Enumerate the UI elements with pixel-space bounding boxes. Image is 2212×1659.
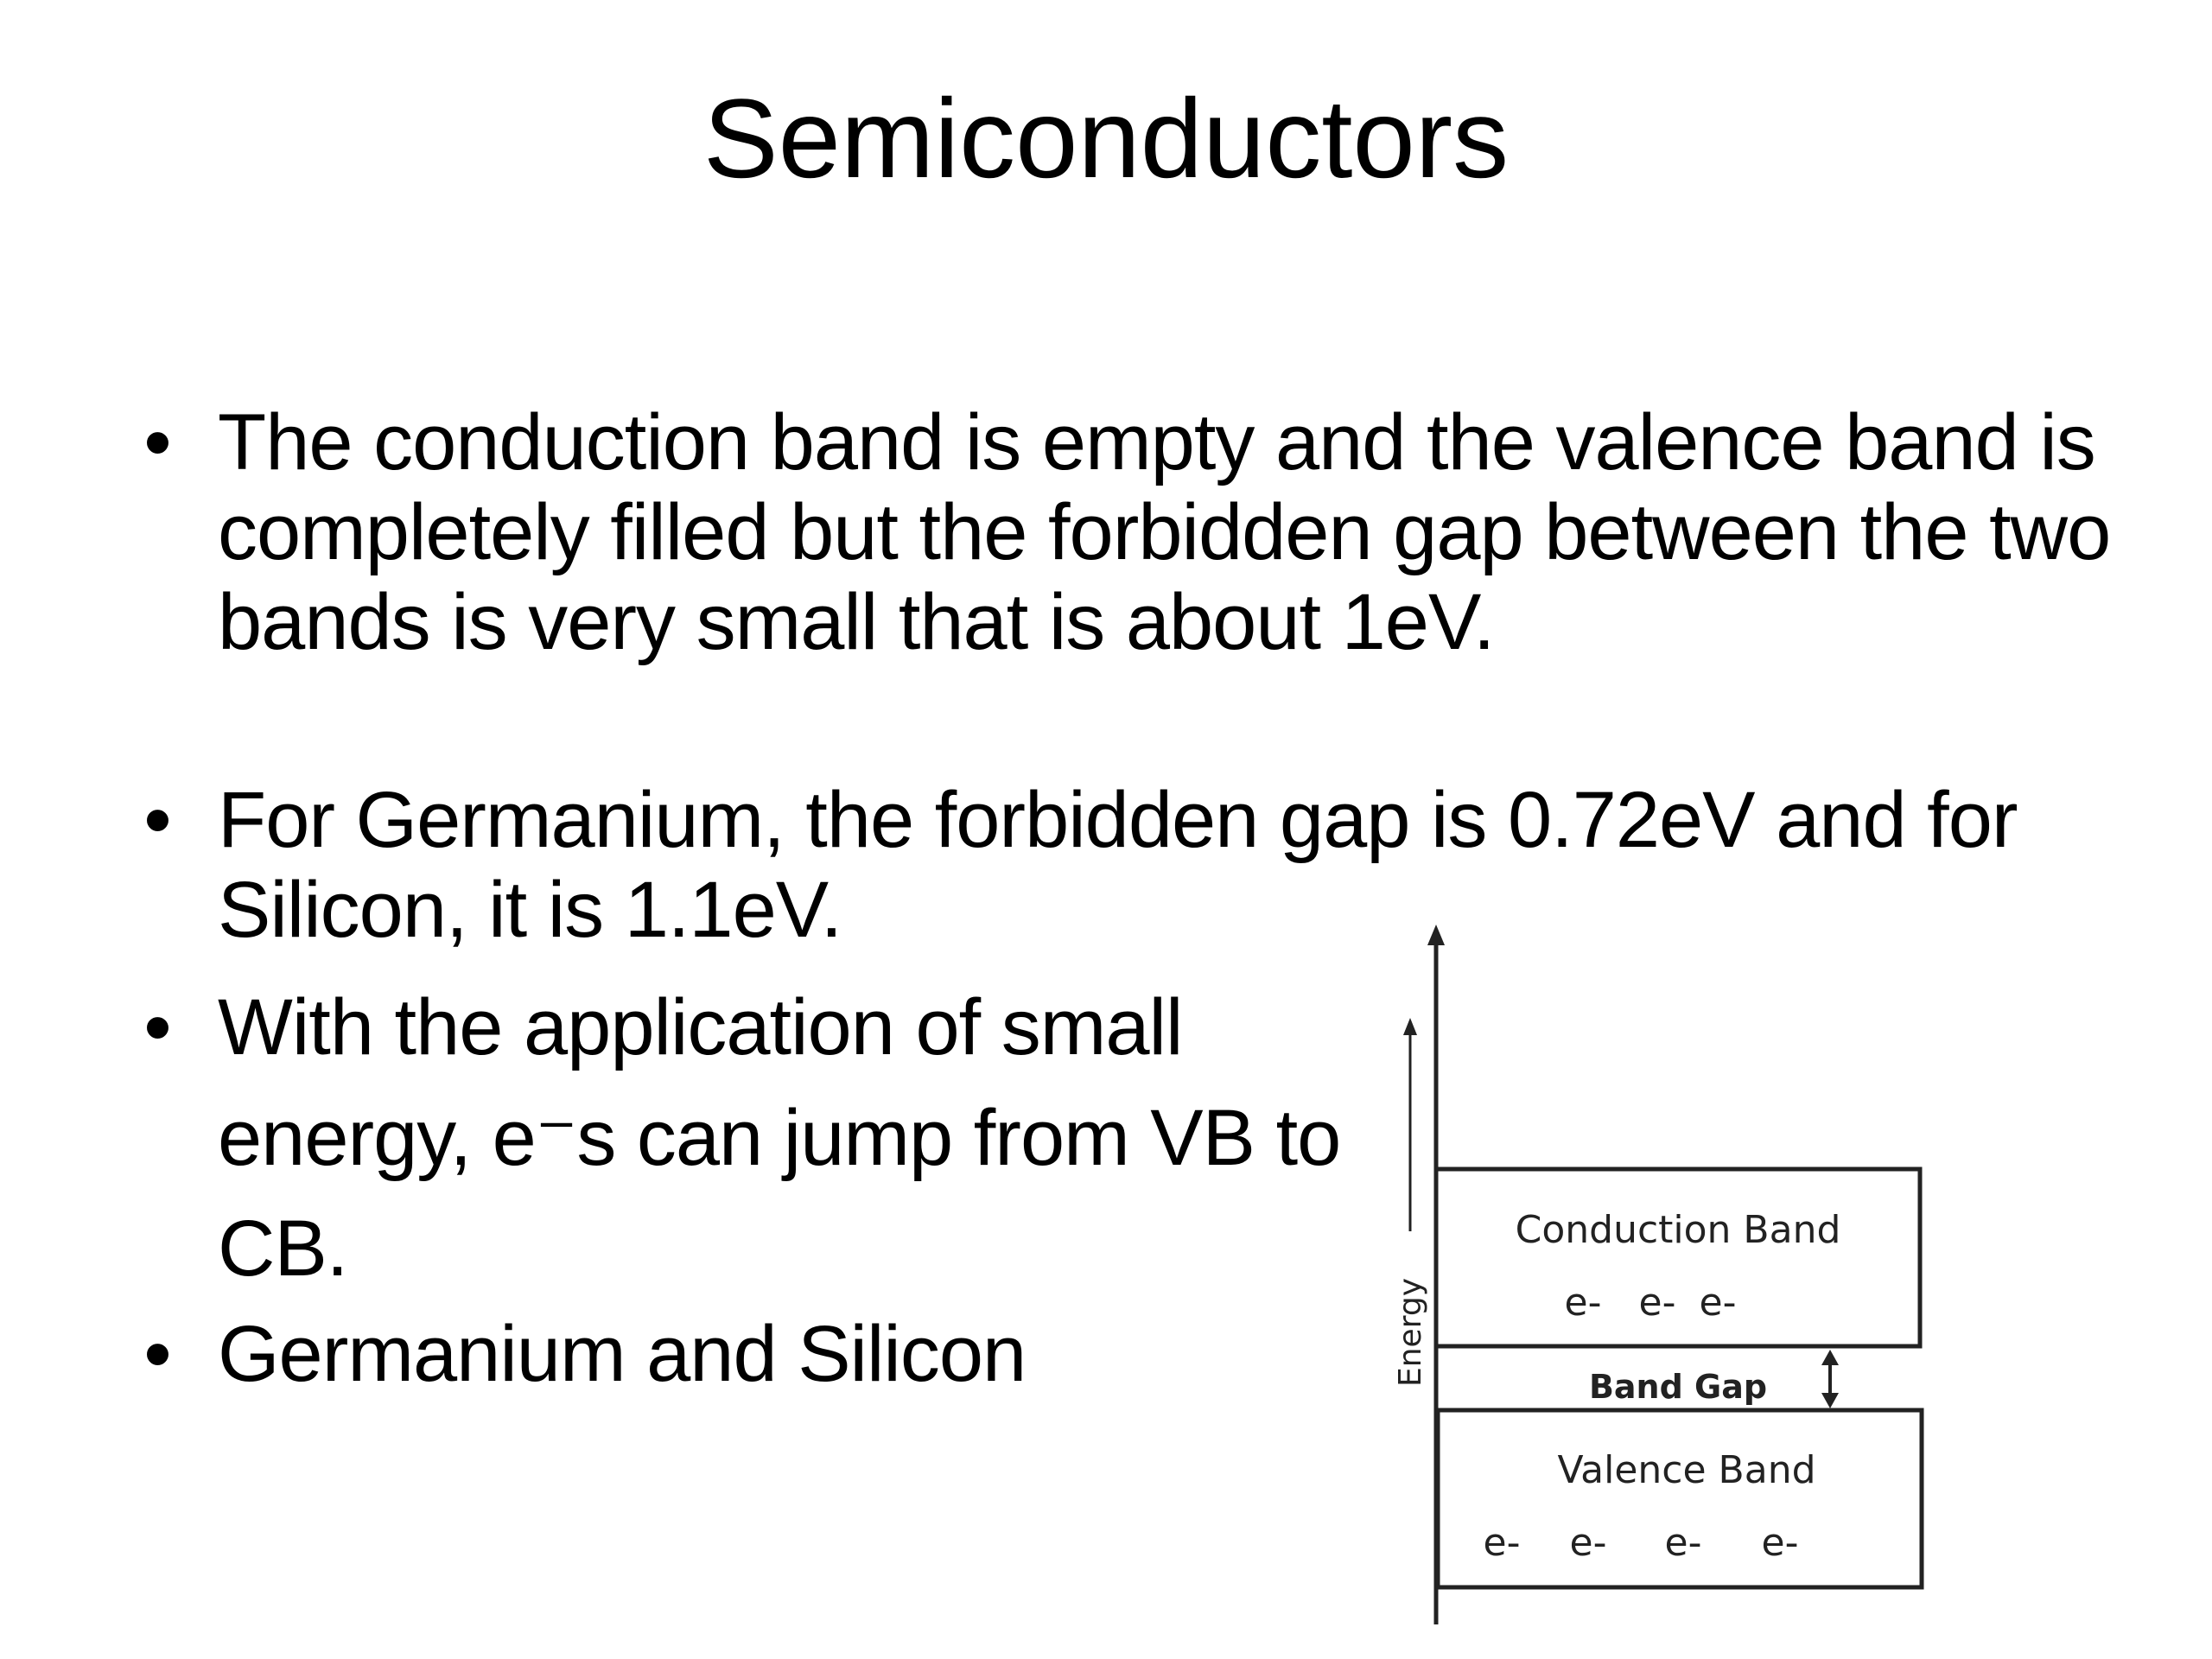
valence-electron: e- xyxy=(1664,1521,1702,1565)
bullet-dot: • xyxy=(143,1310,171,1398)
bullet-text: Germanium and Silicon xyxy=(218,1310,1027,1398)
bullet-text: For Germanium, the forbidden gap is 0.72eV and for Silicon, it is 1.1eV. xyxy=(218,776,2018,954)
bullet-item xyxy=(143,972,1341,1304)
band-diagram xyxy=(1365,916,1970,1624)
conduction-electron: e- xyxy=(1564,1281,1602,1325)
bullet-item xyxy=(143,1309,1341,1399)
conduction-electron: e- xyxy=(1638,1281,1676,1325)
valence-band-label: Valence Band xyxy=(1557,1448,1816,1492)
bullet-text: The conduction band is empty and the valence band is completely filled but the forbidden gap between the two bands is very small that is about 1eV. xyxy=(218,398,2111,666)
bullet-text: With the application of small energy, e⁻s can jump from VB to CB. xyxy=(218,983,1341,1293)
bullet-dot: • xyxy=(143,983,171,1071)
valence-electron: e- xyxy=(1483,1521,1521,1565)
bullet-dot: • xyxy=(143,398,171,486)
valence-electron: e- xyxy=(1761,1521,1799,1565)
band-gap-arrow-down xyxy=(1821,1393,1839,1408)
band-gap-arrow-up xyxy=(1821,1350,1839,1365)
conduction-band-box xyxy=(1436,1169,1920,1346)
bullet-dot: • xyxy=(143,776,171,864)
band-gap-label: Band Gap xyxy=(1588,1368,1768,1406)
slide-title: Semiconductors xyxy=(702,75,1510,201)
energy-axis-label: Energy xyxy=(1393,1277,1428,1387)
main-axis-arrowhead xyxy=(1427,925,1445,945)
valence-electron: e- xyxy=(1569,1521,1607,1565)
band-diagram-svg xyxy=(1365,916,1970,1624)
conduction-electron: e- xyxy=(1699,1281,1737,1325)
bullet-item xyxy=(143,397,2145,667)
conduction-band-label: Conduction Band xyxy=(1515,1208,1841,1252)
energy-arrow-head xyxy=(1403,1018,1417,1035)
